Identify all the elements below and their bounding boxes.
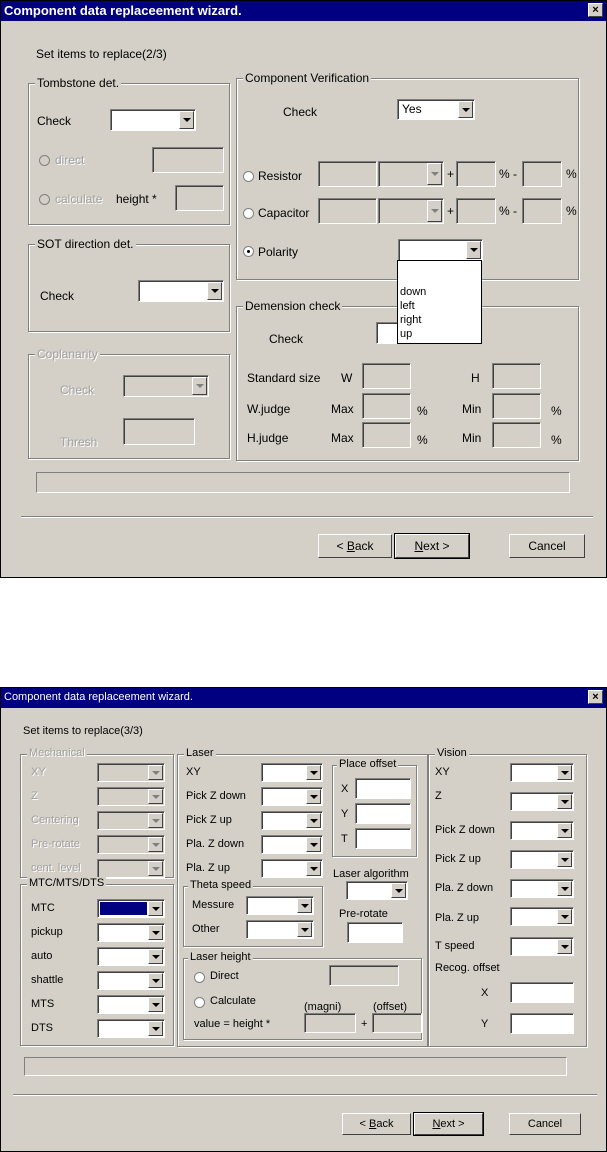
vision-pickzdown-combo[interactable] — [510, 821, 574, 840]
laser-height-offset-input[interactable] — [372, 1013, 422, 1033]
direct-input[interactable] — [152, 147, 224, 173]
divider — [13, 1094, 597, 1096]
wjudge-min-label: Min — [462, 402, 482, 416]
vision-label-5: Pla. Z up — [435, 912, 480, 924]
place-offset-x-input[interactable] — [355, 778, 411, 799]
chevron-down-icon[interactable] — [297, 898, 312, 913]
mechanical-group — [20, 747, 174, 878]
vision-label-4: Pla. Z down — [435, 882, 494, 894]
laser-algorithm-combo[interactable] — [346, 881, 408, 900]
laser-xy-combo[interactable] — [261, 763, 323, 782]
vision-z-combo[interactable] — [510, 792, 574, 811]
chevron-down-icon[interactable] — [148, 789, 163, 804]
chevron-down-icon[interactable] — [427, 200, 442, 222]
place-offset-label: Place offset — [339, 758, 397, 770]
vision-label-1: Z — [435, 790, 442, 802]
laser-pickzup-combo[interactable] — [261, 811, 323, 830]
resistor-label: Resistor — [258, 169, 303, 183]
cancel-button-label: Cancel — [527, 1118, 563, 1130]
verification-group-label: Component Verification — [245, 71, 370, 85]
back-button[interactable] — [318, 534, 392, 558]
hjudge-max-input[interactable] — [362, 422, 411, 448]
resistor-value-input[interactable] — [318, 161, 377, 187]
mtc-group-label: MTC/MTS/DTS — [29, 877, 105, 889]
resistor-minus-input[interactable] — [522, 161, 562, 187]
theta-speed-group — [183, 879, 323, 947]
chevron-down-icon[interactable] — [557, 794, 572, 809]
chevron-down-icon[interactable] — [148, 901, 163, 916]
place-offset-t-input[interactable] — [355, 828, 411, 849]
mtc-label-5: DTS — [31, 1022, 53, 1034]
capacitor-pct-minus: % - — [499, 204, 517, 218]
hjudge-max-label: Max — [331, 431, 354, 445]
vision-group — [428, 747, 587, 1047]
hjudge-min-pct: % — [551, 433, 562, 447]
chevron-down-icon[interactable] — [306, 789, 321, 804]
chevron-down-icon[interactable] — [306, 813, 321, 828]
chevron-down-icon[interactable] — [148, 997, 163, 1012]
status-bar — [24, 1057, 567, 1076]
recog-x-input[interactable] — [510, 982, 574, 1003]
coplanarity-group — [28, 347, 230, 459]
chevron-down-icon[interactable] — [148, 949, 163, 964]
polarity-label: Polarity — [258, 245, 299, 259]
resistor-pct-minus: % - — [499, 167, 517, 181]
wizard-dialog-step3 — [0, 687, 607, 1152]
vision-tspeed-combo[interactable] — [510, 937, 574, 956]
capacitor-plus: + — [447, 204, 455, 218]
wjudge-min-pct: % — [551, 404, 562, 418]
verification-check-label: Check — [283, 105, 318, 119]
vision-group-label: Vision — [437, 747, 467, 759]
pre-rotate-input[interactable] — [347, 922, 403, 943]
sot-group-label: SOT direction det. — [37, 237, 134, 251]
vision-label-2: Pick Z down — [435, 824, 495, 836]
close-icon[interactable]: × — [588, 690, 603, 704]
mtc-combo[interactable] — [97, 899, 165, 918]
mech-combo-xy[interactable] — [97, 763, 165, 782]
dts-combo[interactable] — [97, 1019, 165, 1038]
laser-height-calculate-label: Calculate — [210, 995, 256, 1007]
next-button-label: Next > — [432, 1118, 465, 1130]
chevron-down-icon[interactable] — [458, 101, 473, 118]
laser-label-0: XY — [186, 766, 201, 778]
height-label: height * — [116, 192, 157, 206]
laser-plazdown-combo[interactable] — [261, 835, 323, 854]
vision-label-3: Pick Z up — [435, 853, 481, 865]
vision-label-6: T speed — [435, 940, 475, 952]
std-h-input[interactable] — [492, 363, 541, 389]
chevron-down-icon[interactable] — [148, 837, 163, 852]
wjudge-min-input[interactable] — [492, 393, 541, 419]
polarity-option-up[interactable]: up — [400, 328, 413, 340]
chevron-down-icon[interactable] — [148, 973, 163, 988]
pickup-combo[interactable] — [97, 923, 165, 942]
back-button-label: < Back — [336, 539, 374, 553]
place-offset-x-label: X — [341, 783, 349, 795]
back-button[interactable] — [342, 1113, 411, 1135]
resistor-unit-combo[interactable] — [378, 161, 444, 187]
capacitor-radio[interactable] — [243, 208, 254, 219]
laser-height-group — [183, 951, 422, 1040]
vision-xy-combo[interactable] — [510, 763, 574, 782]
hjudge-min-label: Min — [462, 431, 482, 445]
chevron-down-icon[interactable] — [297, 922, 312, 937]
hjudge-max-pct: % — [417, 433, 428, 447]
sot-check-label: Check — [40, 289, 75, 303]
mtc-label-4: MTS — [31, 998, 55, 1010]
hjudge-min-input[interactable] — [492, 422, 541, 448]
mech-label-0: XY — [31, 766, 46, 778]
mtc-label-1: pickup — [31, 926, 63, 938]
theta-speed-label: Theta speed — [190, 879, 252, 891]
chevron-down-icon[interactable] — [192, 377, 207, 395]
mech-combo-prerotate[interactable] — [97, 835, 165, 854]
calculate-radio[interactable] — [39, 194, 50, 205]
next-button-label: Next > — [414, 539, 450, 553]
chevron-down-icon[interactable] — [207, 282, 222, 300]
polarity-radio[interactable] — [243, 246, 254, 257]
laser-pickzdown-combo[interactable] — [261, 787, 323, 806]
laser-height-magni-input[interactable] — [304, 1013, 356, 1033]
tombstone-check-label: Check — [37, 114, 72, 128]
coplanarity-group-label: Coplanarity — [37, 347, 98, 361]
chevron-down-icon[interactable] — [306, 765, 321, 780]
laser-height-formula: value = height * — [194, 1018, 271, 1030]
wjudge-max-label: Max — [331, 402, 354, 416]
place-offset-t-label: T — [341, 833, 348, 845]
laser-height-direct-label: Direct — [210, 970, 239, 982]
resistor-plus-input[interactable] — [456, 161, 496, 187]
height-input[interactable] — [175, 185, 224, 211]
status-bar — [36, 472, 570, 493]
theta-other-label: Other — [192, 923, 220, 935]
title-bar — [1, 688, 606, 708]
recog-x-label: X — [481, 987, 489, 999]
hjudge-label: H.judge — [247, 431, 289, 445]
dialog-title: Component data replaceement wizard. — [4, 3, 242, 18]
mts-combo[interactable] — [97, 995, 165, 1014]
wjudge-max-input[interactable] — [362, 393, 411, 419]
mech-label-1: Z — [31, 790, 38, 802]
theta-messure-combo[interactable] — [246, 896, 314, 915]
capacitor-unit-combo[interactable] — [378, 198, 444, 224]
theta-messure-label: Messure — [192, 899, 235, 911]
calculate-label: calculate — [55, 192, 103, 206]
next-button[interactable] — [395, 534, 469, 558]
mech-label-2: Centering — [31, 814, 79, 826]
capacitor-pct: % — [566, 204, 577, 218]
wjudge-max-pct: % — [417, 404, 428, 418]
polarity-combo[interactable] — [398, 239, 483, 261]
mtc-label-0: MTC — [31, 902, 55, 914]
vision-pickzup-combo[interactable] — [510, 850, 574, 869]
laser-height-calculate-radio[interactable] — [194, 997, 205, 1008]
mtc-selected-value — [100, 902, 147, 915]
recog-y-label: Y — [481, 1018, 489, 1030]
mtc-label-3: shattle — [31, 974, 64, 986]
cancel-button[interactable] — [509, 1113, 581, 1135]
verification-check-combo[interactable] — [397, 99, 475, 120]
cancel-button-label: Cancel — [528, 539, 566, 553]
mech-combo-z[interactable] — [97, 787, 165, 806]
chevron-down-icon[interactable] — [306, 837, 321, 852]
resistor-pct: % — [566, 167, 577, 181]
tombstone-check-combo[interactable] — [110, 109, 196, 131]
coplanarity-check-combo[interactable] — [123, 375, 209, 397]
mech-label-4: cent. level — [31, 862, 81, 874]
chevron-down-icon[interactable] — [557, 852, 572, 867]
vision-plazup-combo[interactable] — [510, 907, 574, 926]
laser-group-label: Laser — [186, 747, 214, 759]
chevron-down-icon[interactable] — [148, 813, 163, 828]
chevron-down-icon[interactable] — [391, 883, 406, 898]
chevron-down-icon[interactable] — [148, 765, 163, 780]
back-button-label: < Back — [359, 1118, 394, 1130]
std-size-label: Standard size — [247, 371, 321, 385]
tombstone-group — [28, 76, 230, 225]
std-w-input[interactable] — [362, 363, 411, 389]
theta-other-combo[interactable] — [246, 920, 314, 939]
thresh-label: Thresh — [60, 435, 98, 449]
shattle-combo[interactable] — [97, 971, 165, 990]
chevron-down-icon[interactable] — [148, 861, 163, 876]
polarity-option-down[interactable]: down — [400, 286, 427, 298]
capacitor-value-input[interactable] — [318, 198, 377, 224]
sot-check-combo[interactable] — [138, 280, 224, 302]
std-w-label: W — [341, 371, 353, 385]
chevron-down-icon[interactable] — [179, 111, 194, 129]
close-icon[interactable]: × — [588, 3, 603, 17]
vision-plazdown-combo[interactable] — [510, 879, 574, 898]
verification-check-value: Yes — [402, 102, 422, 116]
laser-height-magni-label: (magni) — [304, 1001, 342, 1013]
chevron-down-icon[interactable] — [557, 939, 572, 954]
chevron-down-icon[interactable] — [466, 241, 481, 259]
recog-offset-label: Recog. offset — [435, 962, 500, 974]
laser-height-direct-input[interactable] — [329, 965, 399, 986]
thresh-input[interactable] — [123, 418, 195, 445]
coplanarity-check-label: Check — [60, 383, 95, 397]
mechanical-group-label: Mechanical — [29, 747, 85, 759]
mech-label-3: Pre-rotate — [31, 838, 80, 850]
chevron-down-icon[interactable] — [427, 163, 442, 185]
place-offset-group — [332, 758, 417, 857]
dialog-title: Component data replaceement wizard. — [4, 691, 193, 703]
laser-height-label: Laser height — [190, 951, 251, 963]
mech-combo-centlevel[interactable] — [97, 859, 165, 878]
laser-label-4: Pla. Z up — [186, 862, 231, 874]
pre-rotate-label: Pre-rotate — [339, 908, 388, 920]
chevron-down-icon[interactable] — [557, 881, 572, 896]
laser-height-direct-radio[interactable] — [194, 972, 205, 983]
laser-label-3: Pla. Z down — [186, 838, 245, 850]
direct-radio[interactable] — [39, 155, 50, 166]
laser-height-offset-label: (offset) — [373, 1001, 408, 1013]
polarity-dropdown-list — [397, 260, 482, 344]
chevron-down-icon[interactable] — [148, 1021, 163, 1036]
polarity-option-left[interactable]: left — [400, 300, 415, 312]
mech-combo-centering[interactable] — [97, 811, 165, 830]
vision-label-0: XY — [435, 766, 450, 778]
laser-algorithm-label: Laser algorithm — [333, 868, 409, 880]
dimension-group-label: Demension check — [245, 299, 341, 313]
recog-y-input[interactable] — [510, 1013, 574, 1034]
capacitor-label: Capacitor — [258, 206, 310, 220]
chevron-down-icon[interactable] — [557, 765, 572, 780]
chevron-down-icon[interactable] — [557, 909, 572, 924]
tombstone-group-label: Tombstone det. — [37, 76, 120, 90]
capacitor-minus-input[interactable] — [522, 198, 562, 224]
mtc-label-2: auto — [31, 950, 53, 962]
chevron-down-icon[interactable] — [557, 823, 572, 838]
mtc-group — [20, 877, 174, 1046]
laser-label-2: Pick Z up — [186, 814, 232, 826]
chevron-down-icon[interactable] — [306, 861, 321, 876]
resistor-radio[interactable] — [243, 171, 254, 182]
auto-combo[interactable] — [97, 947, 165, 966]
verification-group — [236, 71, 579, 280]
laser-plazup-combo[interactable] — [261, 859, 323, 878]
laser-label-1: Pick Z down — [186, 790, 246, 802]
laser-group — [177, 747, 428, 1047]
step-label: Set items to replace(2/3) — [36, 47, 167, 61]
std-h-label: H — [471, 371, 480, 385]
place-offset-y-label: Y — [341, 808, 349, 820]
direct-label: direct — [55, 153, 85, 167]
laser-height-plus: + — [361, 1018, 368, 1030]
divider — [21, 516, 593, 518]
title-bar — [1, 1, 606, 21]
chevron-down-icon[interactable] — [148, 925, 163, 940]
resistor-plus: + — [447, 167, 455, 181]
next-button[interactable] — [414, 1113, 483, 1135]
wjudge-label: W.judge — [247, 402, 291, 416]
step-label: Set items to replace(3/3) — [23, 725, 143, 737]
place-offset-y-input[interactable] — [355, 803, 411, 824]
sot-group — [28, 237, 230, 332]
capacitor-plus-input[interactable] — [456, 198, 496, 224]
polarity-option-right[interactable]: right — [400, 314, 422, 326]
dimension-check-label: Check — [269, 332, 304, 346]
cancel-button[interactable] — [509, 534, 585, 558]
